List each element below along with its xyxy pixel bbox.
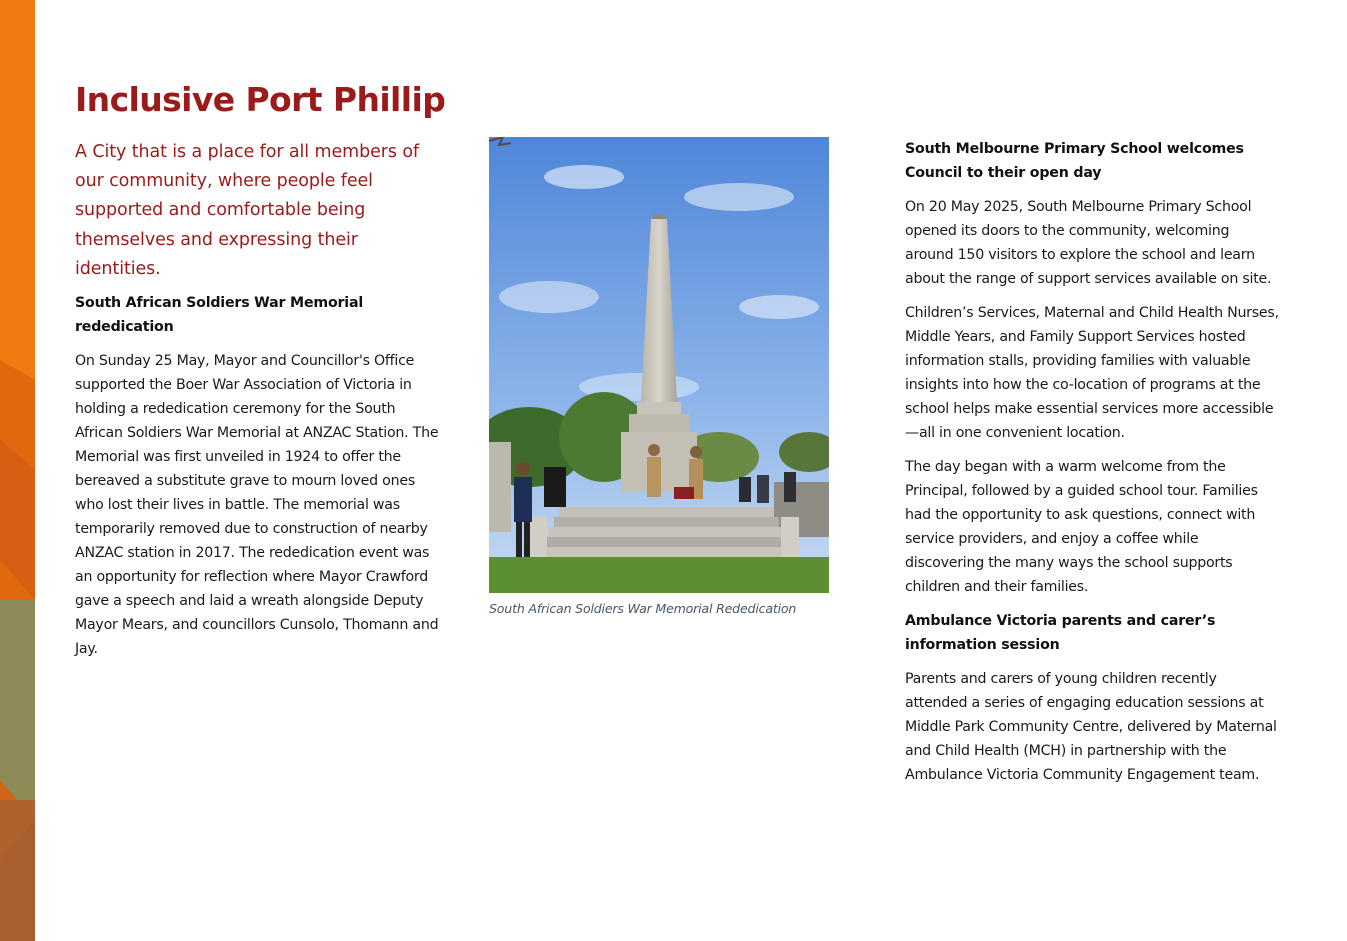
open-day-paragraph-3: The day began with a warm welcome from the Principal, followed by a guided school tour. Families had the opportunity to ask questions, connect with service providers, and enjoy a coffee while discovering the many ways the school supports children and their families. bbox=[905, 459, 1258, 595]
open-day-paragraph-2: Children’s Services, Maternal and Child Health Nurses, Middle Years, and Family Support Services hosted information stalls, providing families with valuable insights into how the co-location of programs at the school helps make essential services more accessible—all in one convenient location. bbox=[905, 305, 1279, 441]
open-day-paragraph-1: On 20 May 2025, South Melbourne Primary School opened its doors to the community, welcoming around 150 visitors to explore the school and learn about the range of support services available on site. bbox=[905, 199, 1272, 287]
decorative-side-bar bbox=[0, 0, 35, 941]
memorial-paragraph: On Sunday 25 May, Mayor and Councillor's Office supported the Boer War Association of Victoria in holding a rededication ceremony for the South African Soldiers War Memorial at ANZAC Station. The Memorial was first unveiled in 1924 to offer the bereaved a substitute grave to mourn loved ones who lost their lives in battle. The memorial was temporarily removed due to construction of nearby ANZAC station in 2017. The rededication event was an opportunity for reflection where Mayor Crawford gave a speech and laid a wreath alongside Deputy Mayor Mears, and councillors Cunsolo, Thomann and Jay. bbox=[75, 353, 439, 658]
left-column bbox=[75, 138, 447, 671]
memorial-photo-illustration bbox=[489, 137, 829, 593]
ambulance-session-paragraph: Parents and carers of young children recently attended a series of engaging education sessions at Middle Park Community Centre, delivered by Maternal and Child Health (MCH) in partnership with the Ambulance Victoria Community Engagement team. bbox=[905, 671, 1277, 783]
side-bar-graphic bbox=[0, 0, 35, 941]
memorial-photo bbox=[489, 137, 829, 593]
photo-caption: South African Soldiers War Memorial Rededication bbox=[489, 601, 797, 616]
right-column bbox=[905, 137, 1280, 797]
lead-statement: A City that is a place for all members of our community, where people feel supported and comfortable being themselves and expressing their identities. bbox=[75, 142, 419, 279]
ambulance-session-heading: Ambulance Victoria parents and carer’s information session bbox=[905, 613, 1216, 653]
memorial-heading: South African Soldiers War Memorial rededication bbox=[75, 295, 363, 336]
page-title: Inclusive Port Phillip bbox=[75, 80, 446, 119]
open-day-heading: South Melbourne Primary School welcomes Council to their open day bbox=[905, 141, 1244, 181]
